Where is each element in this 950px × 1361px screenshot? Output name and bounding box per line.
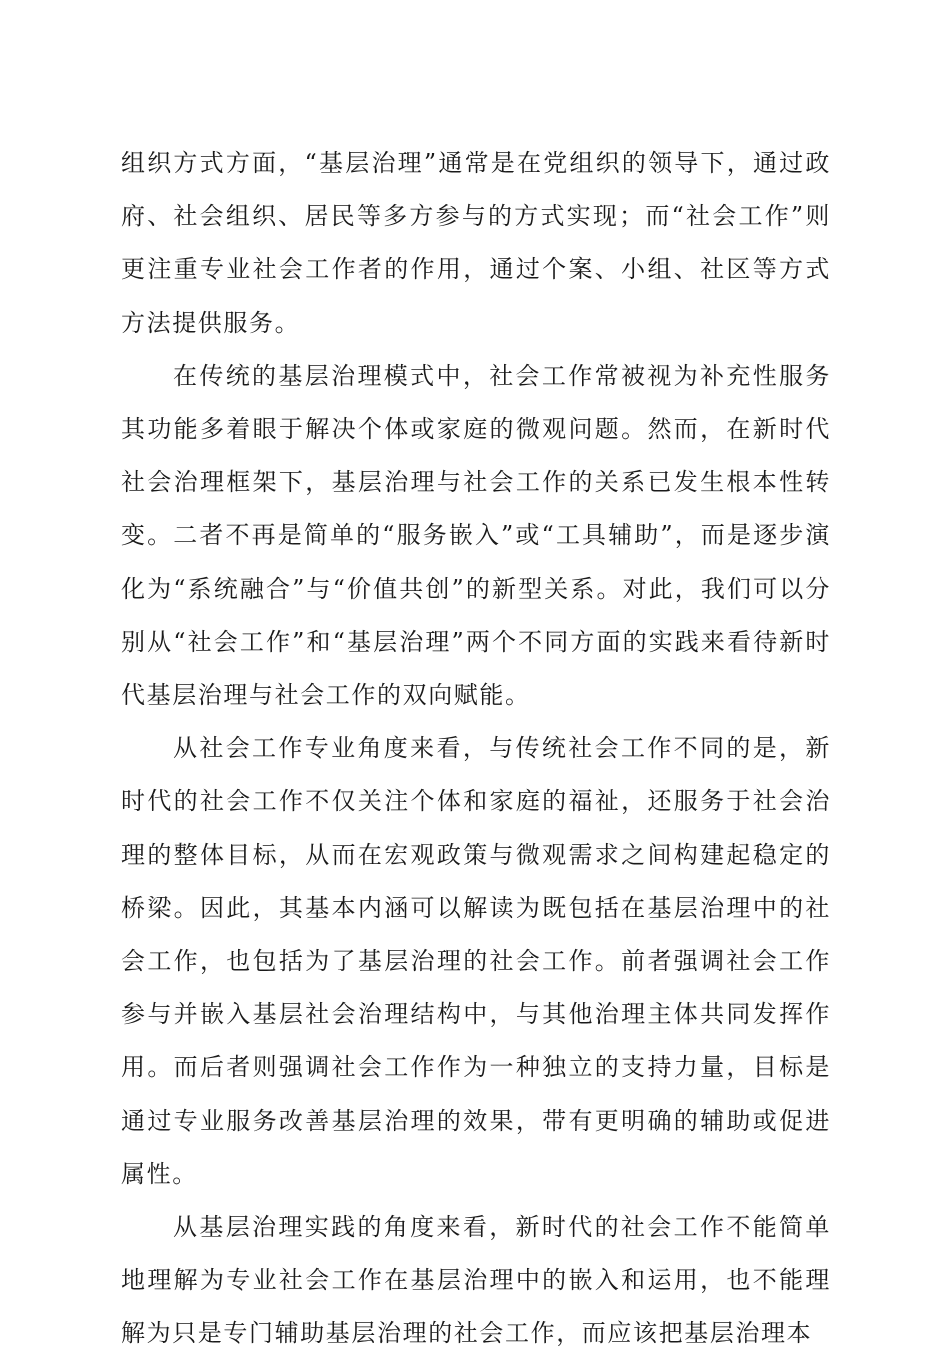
paragraph-social-work-perspective: 从社会工作专业角度来看，与传统社会工作不同的是，新时代的社会工作不仅关注个体和家庭的福祉，还服务于社会治理的整体目标，从而在宏观政策与微观需求之间构建起稳定的桥梁。因此，其基本内涵可以解读为既包括在基层治理中的社会工作，也包括为了基层治理的社会工作。前者强调社会工作参与并嵌入基层社会治理结构中，与其他治理主体共同发挥作用。而后者则强调社会工作作为一种独立的支持力量，目标是通过专业服务改善基层治理的效果，带有更明确的辅助或促进属性。 [121,734,831,1188]
paragraph-continued: 组织方式方面，“基层治理”通常是在党组织的领导下，通过政府、社会组织、居民等多方参与的方式实现；而“社会工作”则更注重专业社会工作者的作用，通过个案、小组、社区等方式方法提供服务。 [121,149,831,337]
paragraph-governance-perspective: 从基层治理实践的角度来看，新时代的社会工作不能简单地理解为专业社会工作在基层治理中的嵌入和运用，也不能理解为只是专门辅助基层治理的社会工作，而应该把基层治理本 [121,1213,831,1348]
body-text [121,137,831,1361]
paragraph-traditional-model: 在传统的基层治理模式中，社会工作常被视为补充性服务其功能多着眼于解决个体或家庭的微观问题。然而，在新时代社会治理框架下，基层治理与社会工作的关系已发生根本性转变。二者不再是简单的“服务嵌入”或“工具辅助”，而是逐步演化为“系统融合”与“价值共创”的新型关系。对此，我们可以分别从“社会工作”和“基层治理”两个不同方面的实践来看待新时代基层治理与社会工作的双向赋能。 [121,361,831,710]
